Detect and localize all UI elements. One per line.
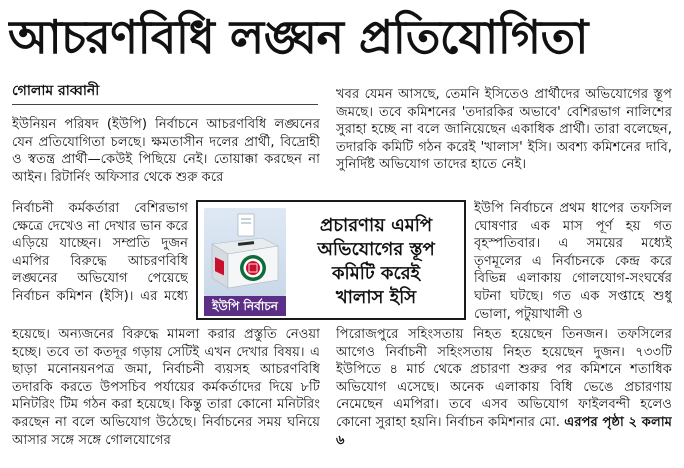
subhead-line-2: অভিযোগের স্তূপ (317, 239, 435, 260)
ballot-box-with-emblem-icon (204, 208, 286, 296)
article-headline: আচরণবিধি লঙ্ঘন প্রতিযোগিতা (8, 10, 588, 64)
callout-subheadline (290, 210, 462, 314)
article-body-right-narrow: ইউপি নির্বাচনে প্রথম ধাপের তফসিল ঘোষণার এক মাস পূর্ণ হয় গত বৃহস্পতিবার। এ সময়ের মধ্যেই তৃণমূলের এ নির্বাচনকে কেন্দ্র করে বিভিন্ন এলাকায় গোলযোগ-সংঘর্ষের ঘটনা ঘটছে। গত এক সপ্তাহে শুধু ভোলা, পটুয়াখালী ও (474, 201, 672, 322)
article-body-right-bottom (336, 326, 672, 464)
subhead-line-4: খালাস ইসি (335, 287, 417, 308)
article-body-left-top: ইউনিয়ন পরিষদ (ইউপি) নির্বাচনে আচরণবিধি লঙ্ঘনের যেন প্রতিযোগিতা চলছে। ক্ষমতাসীন দলের প্রার্থী, বিদ্রোহী ও স্বতন্ত্র প্রার্থী—কেউই পিছিয়ে নেই। তোয়াক্কা করছেন না আইন। রিটার্নিং অফিসার থেকে শুরু করে (12, 117, 320, 185)
callout-caption: ইউপি নির্বাচন (204, 296, 286, 316)
continuation-note: এরপর পৃষ্ঠা ২ কলাম ৬ (336, 414, 672, 448)
article-body-right-top: খবর যেমন আসছে, তেমনি ইসিতেও প্রার্থীদের অভিযোগের স্তূপ জমছে। তবে কমিশনের 'তদারকির অভাবে' বেশিরভাগ নালিশের সুরাহা হচ্ছে না বলে জানিয়েছেন একাধিক প্রার্থী। তারা বলেছেন, তদারকি কমিটি গঠন করেই 'খালাস' ইসি। অবশ্য কমিশনের দাবি, সুনির্দিষ্ট অভিযোগ তাদের হাতে নেই। (336, 87, 672, 173)
article-body-right-bottom-text: পিরোজপুরে সহিংসতায় নিহত হয়েছেন তিনজন। তফসিলের আগেও নির্বাচনী সহিংসতায় নিহত হয়েছেন দুজন। ৭৩৩টি ইউপিতে ৪ মার্চ থেকে প্রচারণা শুরুর পর কমিশনে শতাধিক অভিযোগ এসেছে। অনেক এলাকায় বিধি ভেঙে প্রচারণায় নেমেছেন এমপিরা। তবে এসব অভিযোগ ফাইলবন্দী হলেও কোনো সুরাহা হয়নি। নির্বাচন কমিশনার মো. (336, 327, 672, 430)
subhead-line-1: প্রচারণায় এমপি (319, 215, 433, 236)
article-byline: গোলাম রাব্বানী (12, 82, 318, 105)
article-body-left-narrow: নির্বাচনী কর্মকর্তারা বেশিরভাগ ক্ষেত্রে দেখেও না দেখার ভান করে এড়িয়ে যাচ্ছেন। সম্প্রতি দুজন এমপির বিরুদ্ধে আচরণবিধি লঙ্ঘনের অভিযোগ পেয়েছে নির্বাচন কমিশন (ইসি)। এর মধ্যে (12, 201, 188, 304)
article-body-left-bottom: হয়েছে। অন্যজনের বিরুদ্ধে মামলা করার প্রস্তুতি নেওয়া হচ্ছে। তবে তা কতদূর গড়ায় সেটিই এখন দেখার বিষয়। এ ছাড়া মনোনয়নপত্র জমা, নির্বাচনী ব্যয়সহ আচরণবিধি তদারকি করতে উপসচিব পর্যায়ের কর্মকর্তাদের দিয়ে ৮টি মনিটরিং টিম গঠন করা হয়েছে। কিন্তু তারা কোনো মনিটরিং করছেন না বলে অভিযোগ উঠেছে। নির্বাচনের সময় ঘনিয়ে আসার সঙ্গে সঙ্গে গোলযোগের (12, 327, 320, 448)
callout-box (196, 200, 466, 320)
subhead-line-3: কমিটি করেই (331, 263, 421, 284)
